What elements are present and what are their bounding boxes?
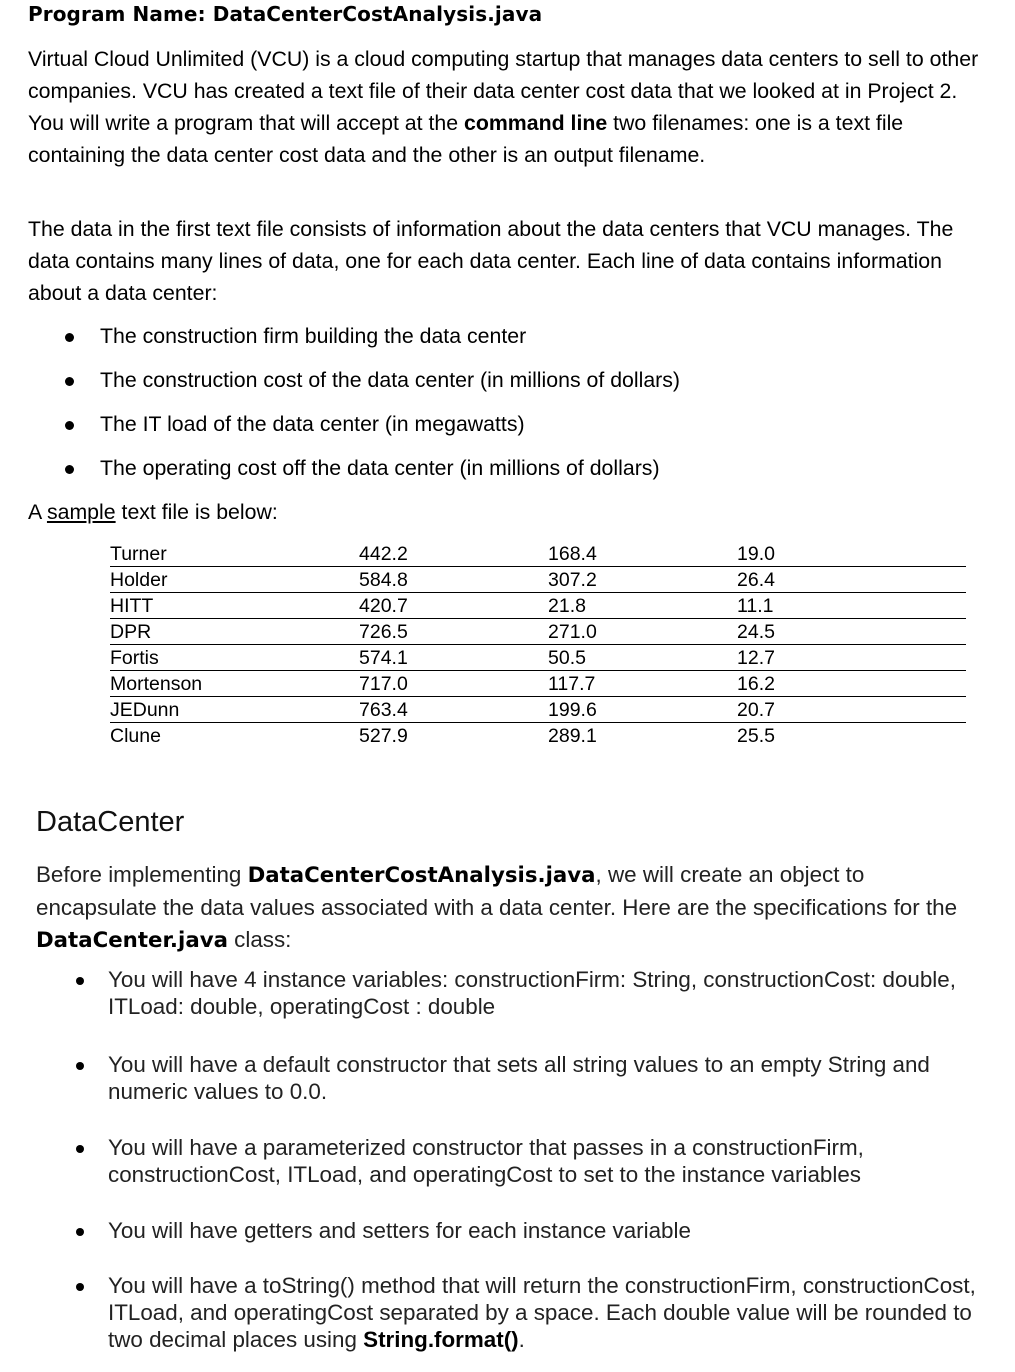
program-file-name: DataCenterCostAnalysis.java <box>247 863 596 888</box>
firm-cell: Turner <box>110 543 167 565</box>
table-row <box>110 697 966 723</box>
firm-cell: Clune <box>110 725 161 747</box>
sample-intro-text: A <box>28 500 47 524</box>
spec-text-end: . <box>518 1327 525 1352</box>
firm-cell: HITT <box>110 595 154 617</box>
spec-text: You will have a toString() method that will return the constructionFirm, constructionCost, ITLoad, and operatingCost separated by a space. Each double value will be rounded to two decimal places using <box>108 1273 976 1352</box>
it-load-cell: 289.1 <box>548 725 597 747</box>
spec-item: You will have 4 instance variables: constructionFirm: String, constructionCost: double, ITLoad: double, operatingCost : double <box>76 966 1008 1020</box>
construction-cost-cell: 763.4 <box>359 699 408 721</box>
operating-cost-cell: 24.5 <box>737 621 775 643</box>
section-heading: DataCenter <box>36 806 185 838</box>
firm-cell: Holder <box>110 569 168 591</box>
table-row <box>110 541 966 567</box>
operating-cost-cell: 20.7 <box>737 699 775 721</box>
construction-cost-cell: 527.9 <box>359 725 408 747</box>
operating-cost-cell: 12.7 <box>737 647 775 669</box>
it-load-cell: 21.8 <box>548 595 586 617</box>
construction-cost-cell: 420.7 <box>359 595 408 617</box>
class-intro-paragraph <box>36 859 976 957</box>
firm-cell: JEDunn <box>110 699 180 721</box>
it-load-cell: 307.2 <box>548 569 597 591</box>
table-row <box>110 723 966 749</box>
construction-cost-cell: 574.1 <box>359 647 408 669</box>
table-row <box>110 645 966 671</box>
firm-cell: Fortis <box>110 647 159 669</box>
intro-paragraph <box>28 43 988 171</box>
program-title: Program Name: DataCenterCostAnalysis.java <box>28 2 543 26</box>
firm-cell: DPR <box>110 621 152 643</box>
construction-cost-cell: 726.5 <box>359 621 408 643</box>
field-item: The operating cost off the data center (in millions of dollars) <box>60 452 680 496</box>
string-format-emphasis: String.format() <box>363 1327 519 1352</box>
sample-intro <box>28 496 278 528</box>
construction-cost-cell: 442.2 <box>359 543 408 565</box>
table-row <box>110 567 966 593</box>
it-load-cell: 168.4 <box>548 543 597 565</box>
sample-intro-text-end: text file is below: <box>115 500 278 524</box>
it-load-cell: 50.5 <box>548 647 586 669</box>
table-row <box>110 619 966 645</box>
operating-cost-cell: 19.0 <box>737 543 775 565</box>
sample-data-table <box>110 541 966 748</box>
operating-cost-cell: 25.5 <box>737 725 775 747</box>
class-intro-text-1: Before implementing <box>36 862 248 887</box>
it-load-cell: 117.7 <box>548 673 596 695</box>
field-item: The IT load of the data center (in megawatts) <box>60 408 680 452</box>
it-load-cell: 199.6 <box>548 699 597 721</box>
data-description-paragraph: The data in the first text file consists of information about the data centers that VCU manages. The data contains many lines of data, one for each data center. Each line of data contains information about a data center: <box>28 217 954 305</box>
spec-item: You will have a parameterized constructor that passes in a constructionFirm, constructionCost, ITLoad, and operatingCost to set to the instance variables <box>76 1134 1008 1188</box>
operating-cost-cell: 26.4 <box>737 569 775 591</box>
field-item: The construction firm building the data center <box>60 320 680 364</box>
intro-text-1: Virtual Cloud Unlimited (VCU) is a cloud computing startup that manages data centers to sell to other companies. VCU has created a text file of their data center cost data that we looked at in Project 2. You will write a program that will accept at the <box>28 47 979 135</box>
class-intro-text-3: class: <box>227 927 292 952</box>
it-load-cell: 271.0 <box>548 621 597 643</box>
spec-item: You will have a default constructor that sets all string values to an empty String and numeric values to 0.0. <box>76 1051 1008 1105</box>
class-file-name: DataCenter.java <box>36 928 228 953</box>
command-line-emphasis: command line <box>464 111 608 135</box>
table-row <box>110 671 966 697</box>
spec-item: You will have getters and setters for each instance variable <box>76 1217 1008 1244</box>
field-list <box>60 320 680 496</box>
spec-item <box>76 1272 1008 1353</box>
firm-cell: Mortenson <box>110 673 203 695</box>
intro-text-2: two filenames: one is a text file containing the data center cost data and the other is an output filename. <box>28 111 904 167</box>
table-row <box>110 593 966 619</box>
sample-underline: sample <box>46 500 116 524</box>
construction-cost-cell: 584.8 <box>359 569 408 591</box>
field-item: The construction cost of the data center (in millions of dollars) <box>60 364 680 408</box>
operating-cost-cell: 11.1 <box>737 595 774 617</box>
class-intro-text-2: , we will create an object to encapsulate the data values associated with a data center. Here are the specifications for the <box>36 862 958 920</box>
operating-cost-cell: 16.2 <box>737 673 775 695</box>
construction-cost-cell: 717.0 <box>359 673 408 695</box>
